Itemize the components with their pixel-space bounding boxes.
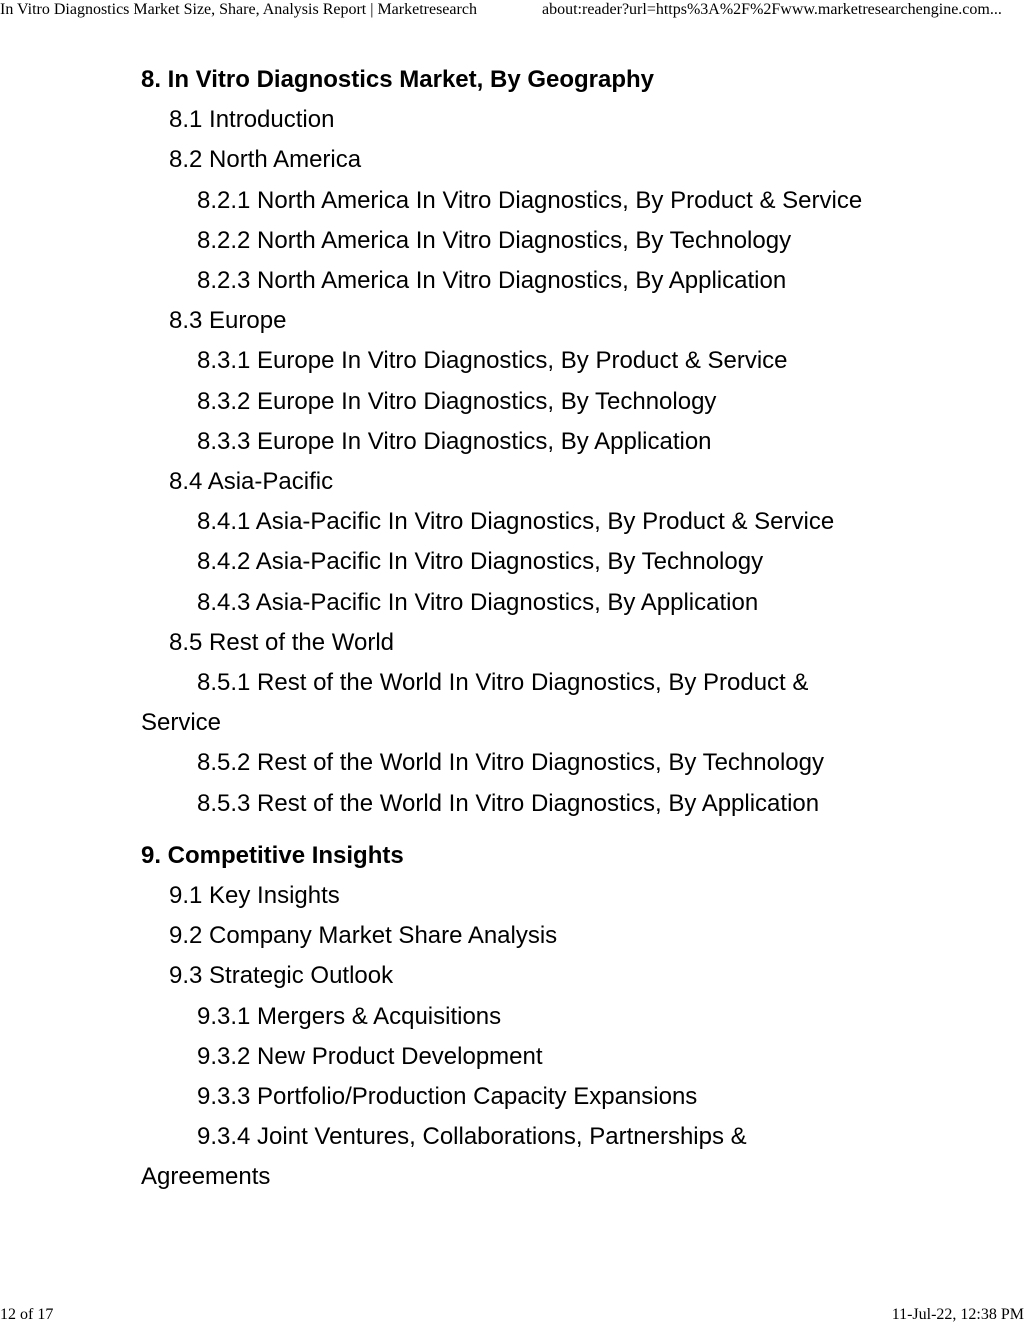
toc-item: 9.1 Key Insights	[169, 882, 340, 910]
toc-item: 9.3.2 New Product Development	[197, 1042, 543, 1070]
toc-item: 8.3.2 Europe In Vitro Diagnostics, By Technology	[197, 387, 717, 415]
toc-item: 8.5.3 Rest of the World In Vitro Diagnostics, By Application	[197, 789, 820, 817]
toc-item: 8.3 Europe	[169, 307, 287, 335]
toc-item: 8.5 Rest of the World	[169, 628, 394, 656]
toc-item: 8.1 Introduction	[169, 106, 335, 134]
toc-item: 9.3.4 Joint Ventures, Collaborations, Partnerships & Agreements	[141, 1123, 747, 1191]
toc-section-geography	[141, 60, 881, 824]
toc-item: 8.4.2 Asia-Pacific In Vitro Diagnostics, By Technology	[197, 548, 764, 576]
toc-item: 8.4.1 Asia-Pacific In Vitro Diagnostics, By Product & Service	[197, 508, 835, 536]
toc-item: 8.5.1 Rest of the World In Vitro Diagnostics, By Product & Service	[141, 669, 809, 737]
toc-item: 9.3.3 Portfolio/Production Capacity Expansions	[197, 1083, 698, 1111]
toc-item: 8.2.1 North America In Vitro Diagnostics, By Product & Service	[197, 186, 863, 214]
print-page-title: In Vitro Diagnostics Market Size, Share, Analysis Report | Marketresearch	[0, 1, 477, 18]
toc-item: 8.4.3 Asia-Pacific In Vitro Diagnostics, By Application	[197, 588, 759, 616]
toc-item: 8.2.2 North America In Vitro Diagnostics, By Technology	[197, 226, 792, 254]
toc-item: 8.5.2 Rest of the World In Vitro Diagnostics, By Technology	[197, 749, 824, 777]
print-page-url: about:reader?url=https%3A%2F%2Fwww.marketresearchengine.com...	[542, 1, 1002, 18]
toc-section-competitive	[141, 836, 881, 1198]
toc-item: 8.2 North America	[169, 146, 362, 174]
toc-item: 8.4 Asia-Pacific	[169, 468, 334, 496]
toc-item: 9.3.1 Mergers & Acquisitions	[197, 1002, 502, 1030]
page-number: 12 of 17	[0, 1306, 54, 1323]
section-heading: 8. In Vitro Diagnostics Market, By Geography	[141, 66, 655, 93]
toc-item: 8.3.1 Europe In Vitro Diagnostics, By Product & Service	[197, 347, 788, 375]
toc-item: 8.2.3 North America In Vitro Diagnostics, By Application	[197, 267, 787, 295]
table-of-contents	[141, 60, 881, 1198]
print-datetime: 11-Jul-22, 12:38 PM	[891, 1306, 1024, 1323]
toc-item: 9.2 Company Market Share Analysis	[169, 922, 558, 950]
toc-item: 8.3.3 Europe In Vitro Diagnostics, By Application	[197, 427, 712, 455]
toc-item: 9.3 Strategic Outlook	[169, 962, 394, 990]
section-heading: 9. Competitive Insights	[141, 841, 404, 869]
